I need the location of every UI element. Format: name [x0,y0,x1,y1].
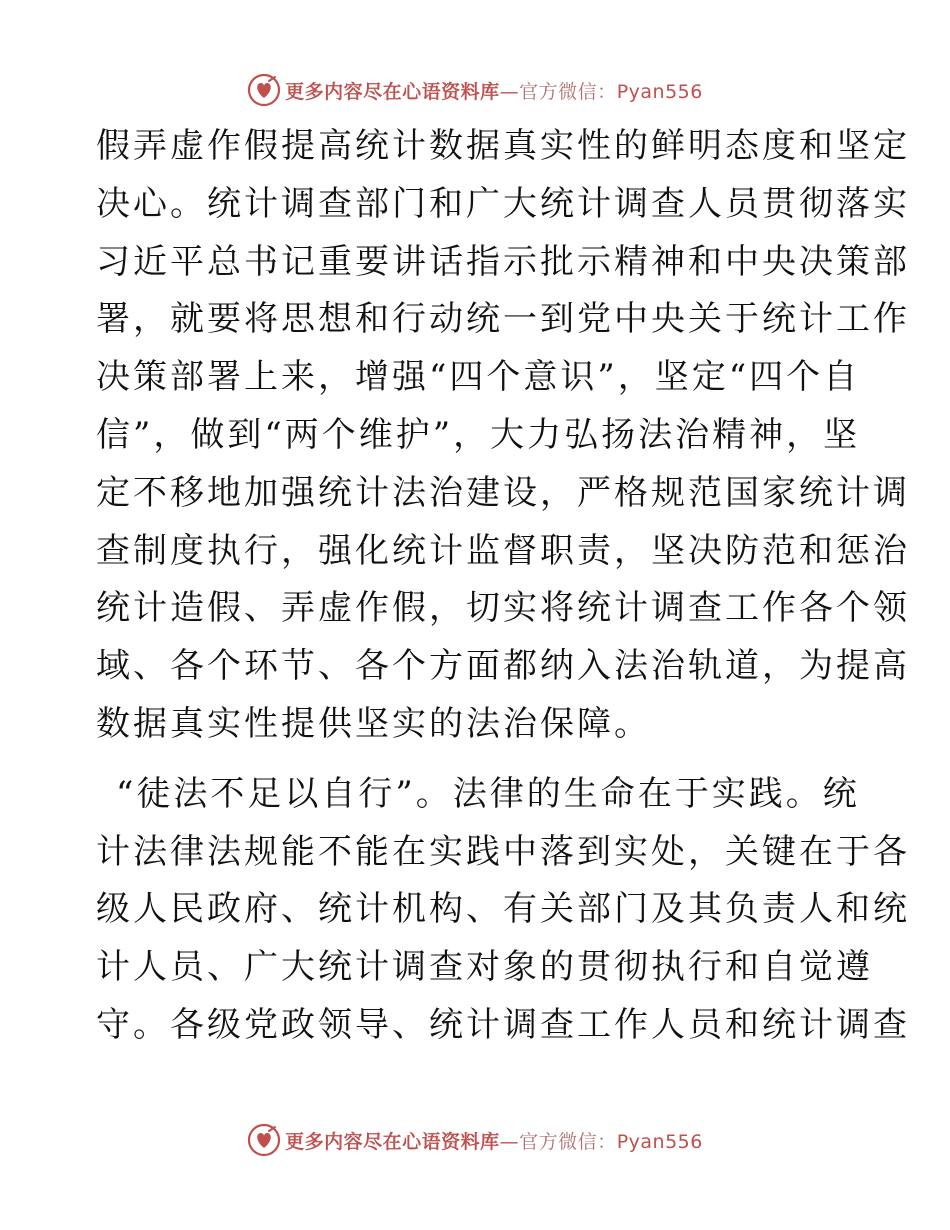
text-line: 决心。统计调查部门和广大统计调查人员贯彻落实 [96,183,910,224]
text-line: 统计造假、弄虚作假，切实将统计调查工作各个领 [96,588,910,629]
text-line: 信”，做到“两个维护”，大力弘扬法治精神，坚 [96,414,861,455]
text-line: 级人民政府、统计机构、有关部门及其负责人和统 [96,889,910,930]
paragraph-1 [96,118,910,754]
document-body [96,118,910,1055]
footer-watermark [0,1120,950,1160]
paragraph-2 [96,766,910,1055]
heart-logo-icon [247,73,281,107]
text-line: “徒法不足以自行”。法律的生命在于实践。统 [116,773,860,814]
watermark-dash: — [499,1130,520,1153]
watermark-account: Pyan556 [616,1130,703,1153]
text-line: 假弄虚作假提高统计数据真实性的鲜明态度和坚定 [96,126,910,166]
text-line: 查制度执行，强化统计监督职责，坚决防范和惩治 [96,530,910,571]
text-line: 计人员、广大统计调查对象的贯彻执行和自觉遵 [96,947,873,988]
watermark-dash: — [499,80,520,103]
text-line: 习近平总书记重要讲话指示批示精神和中央决策部 [96,241,910,282]
text-line: 域、各个环节、各个方面都纳入法治轨道，为提高 [96,646,910,687]
text-line: 定不移地加强统计法治建设，严格规范国家统计调 [96,472,910,513]
paragraph-gap [96,754,856,766]
text-line: 计法律法规能不能在实践中落到实处，关键在于各 [96,831,910,872]
heart-logo-icon [247,1123,281,1157]
watermark-wechat-label: 官方微信： [519,80,617,103]
text-line: 决策部署上来，增强“四个意识”，坚定“四个自 [96,357,861,398]
watermark-slogan: 更多内容尽在心语资料库 [285,80,500,103]
watermark-wechat-label: 官方微信： [519,1130,617,1153]
text-line: 守。各级党政领导、统计调查工作人员和统计调查 [96,1004,910,1045]
watermark-account: Pyan556 [616,80,703,103]
text-line: 数据真实性提供坚实的法治保障。 [96,703,651,744]
header-watermark [0,70,950,110]
text-line: 署，就要将思想和行动统一到党中央关于统计工作 [96,299,910,340]
watermark-slogan: 更多内容尽在心语资料库 [285,1130,500,1153]
